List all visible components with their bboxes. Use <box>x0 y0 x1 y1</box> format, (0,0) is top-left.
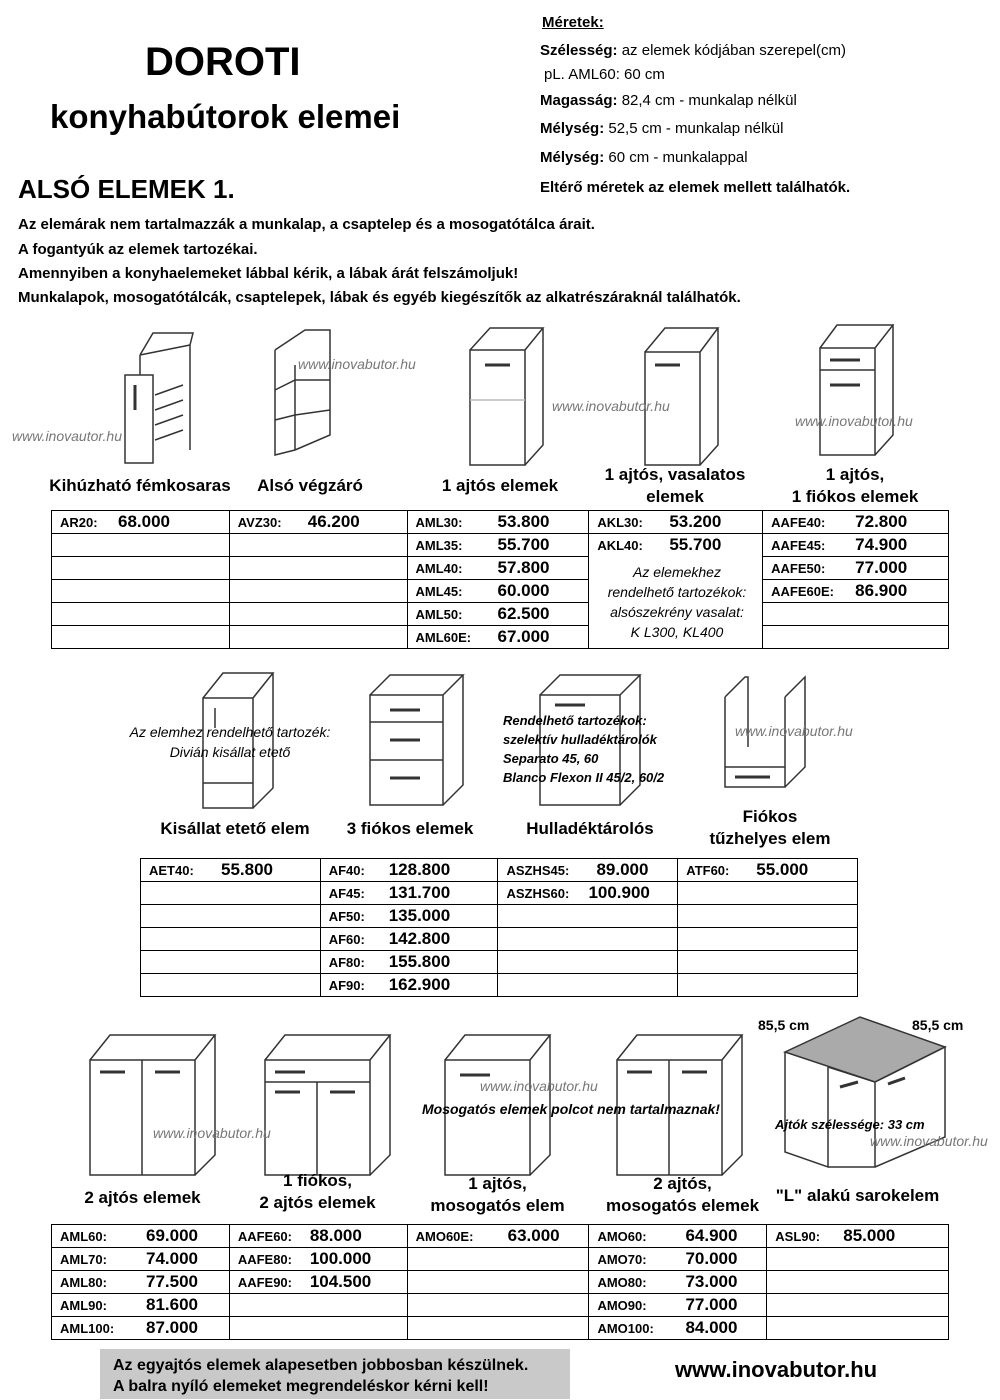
item-label: Kisállat etető elem <box>160 819 310 838</box>
item-label: 1 ajtós elemek <box>441 476 559 495</box>
section-heading: ALSÓ ELEMEK 1. <box>18 174 235 204</box>
table-cell: AAFE40: 72.800 <box>763 511 949 534</box>
table-cell: AML80: 77.500 <box>52 1271 230 1294</box>
table-row <box>141 905 858 928</box>
item-label: 3 fiókos elemek <box>346 819 474 838</box>
note-line: Munkalapok, mosogatótálcák, csaptelepek, lábak és egyéb kiegészítők az alkatrészáraknál találhatók. <box>18 289 741 306</box>
table-row <box>52 603 949 626</box>
dimension-line: Magasság: 82,4 cm - munkalap nélkül <box>540 92 797 109</box>
footer-note-line: A balra nyíló elemeket megrendeléskor kérni kell! <box>113 1378 489 1395</box>
table-cell: AML40: 57.800 <box>407 557 589 580</box>
item-label: 1 ajtós, mosogatós elem <box>430 1174 565 1215</box>
dimension-line: Mélység: 60 cm - munkalappal <box>540 149 748 166</box>
item-label: Fiókos tűzhelyes elem <box>709 807 831 848</box>
table-cell: AAFE60E: 86.900 <box>763 580 949 603</box>
table-cell: AML90: 81.600 <box>52 1294 230 1317</box>
table-cell: AAFE45: 74.900 <box>763 534 949 557</box>
table-cell: AET40: 55.800 <box>141 859 321 882</box>
table-cell: AAFE50: 77.000 <box>763 557 949 580</box>
table-cell: AMO100: 84.000 <box>589 1317 767 1340</box>
table-cell: AML30: 53.800 <box>407 511 589 534</box>
watermark: www.inovabutor.hu <box>153 1125 271 1141</box>
table-cell: ASZHS45: 89.000 <box>498 859 678 882</box>
table-cell: AML50: 62.500 <box>407 603 589 626</box>
table-row <box>141 859 858 882</box>
table-cell: AMO80: 73.000 <box>589 1271 767 1294</box>
one-door-fitting-cabinet-drawing <box>640 320 720 470</box>
table-cell: AML60E: 67.000 <box>407 626 589 649</box>
three-drawer-cabinet-drawing <box>365 670 465 810</box>
table-cell: AAFE60: 88.000 <box>229 1225 407 1248</box>
item-label: 1 ajtós, vasalatos elemek <box>604 465 746 506</box>
dimension-line: pL. AML60: 60 cm <box>544 66 665 83</box>
end-shelf-cabinet-drawing <box>265 325 345 460</box>
two-door-cabinet-drawing <box>85 1030 220 1180</box>
page-title: DOROTI <box>145 40 301 84</box>
table-row <box>141 882 858 905</box>
table-cell: AMO60E: 63.000 <box>407 1225 589 1248</box>
item-label: Alsó végzáró <box>257 476 363 495</box>
dimensions-heading: Méretek: <box>542 14 604 31</box>
watermark: www.inovabutor.hu <box>735 723 853 739</box>
footer-note <box>113 1355 528 1397</box>
item-label: Kihúzható fémkosaras <box>49 476 231 495</box>
dimension-line: Eltérő méretek az elemek mellett találhatók. <box>540 179 851 196</box>
watermark: www.inovabutor.hu <box>870 1133 988 1149</box>
table-cell: AF60: 142.800 <box>320 928 498 951</box>
table-row <box>52 511 949 534</box>
table-cell: AF50: 135.000 <box>320 905 498 928</box>
footer-note-line: Az egyajtós elemek alapesetben jobbosban készülnek. <box>113 1357 529 1374</box>
one-door-cabinet-drawing <box>465 320 545 470</box>
table-cell: AML35: 55.700 <box>407 534 589 557</box>
accessory-note: Rendelhető tartozékok: szelektív hulladéktárolók Separato 45, 60 Blanco Flexon II 45/2, 60/2 <box>503 713 665 785</box>
one-door-one-drawer-cabinet-drawing <box>815 320 895 460</box>
table-cell: AAFE80: 100.000 <box>229 1248 407 1271</box>
note-line: A fogantyúk az elemek tartozékai. <box>18 241 258 258</box>
accessory-note: Az elemhez rendelhető tartozék: Divián kisállat etető <box>129 724 331 760</box>
table-row <box>52 1271 949 1294</box>
website-url[interactable]: www.inovabutor.hu <box>675 1357 878 1382</box>
item-label: Hulladéktárolós <box>526 819 654 838</box>
table-cell: AKL30: 53.200 <box>589 511 763 534</box>
table-row <box>52 1225 949 1248</box>
item-label: 2 ajtós elemek <box>84 1188 201 1207</box>
table-row <box>52 1294 949 1317</box>
pullout-basket-cabinet-drawing <box>115 325 195 465</box>
table-cell: AML100: 87.000 <box>52 1317 230 1340</box>
table-cell: AF45: 131.700 <box>320 882 498 905</box>
drawer-two-door-cabinet-drawing <box>260 1030 395 1180</box>
item-label: "L" alakú sarokelem <box>775 1186 940 1205</box>
note-line: Amennyiben a konyhaelemeket lábbal kérik, a lábak árát felszámoljuk! <box>18 265 519 282</box>
table-row <box>52 580 949 603</box>
table-cell: AVZ30: 46.200 <box>229 511 407 534</box>
sink-note: Mosogatós elemek polcot nem tartalmaznak! <box>422 1101 720 1117</box>
item-label: 1 fiókos, 2 ajtós elemek <box>259 1171 376 1212</box>
table-cell: AF80: 155.800 <box>320 951 498 974</box>
dimension-label: 85,5 cm <box>912 1017 964 1033</box>
table-cell: AMO70: 70.000 <box>589 1248 767 1271</box>
table-cell: AAFE90: 104.500 <box>229 1271 407 1294</box>
note-line: Az elemárak nem tartalmazzák a munkalap, a csaptelep és a mosogatótálca árait. <box>18 216 595 233</box>
dimension-line: Mélység: 52,5 cm - munkalap nélkül <box>540 120 784 137</box>
watermark: www.inovabutor.hu <box>298 356 416 372</box>
price-table-row1 <box>51 510 949 649</box>
table-row <box>52 534 949 557</box>
table-cell: AMO60: 64.900 <box>589 1225 767 1248</box>
table-cell: ATF60: 55.000 <box>678 859 858 882</box>
table-cell: AR20: 68.000 <box>52 511 230 534</box>
price-table-row3 <box>51 1224 949 1340</box>
accessory-note: Az elemekhez rendelhető tartozékok: alsószekrény vasalat: K L300, KL400 <box>607 564 747 640</box>
table-row <box>141 928 858 951</box>
watermark: www.inovabutor.hu <box>795 413 913 429</box>
table-cell: AML60: 69.000 <box>52 1225 230 1248</box>
table-cell: AML70: 74.000 <box>52 1248 230 1271</box>
table-cell: AF40: 128.800 <box>320 859 498 882</box>
table-row <box>141 951 858 974</box>
price-table-row2 <box>140 858 858 997</box>
item-label: 2 ajtós, mosogatós elemek <box>605 1174 760 1215</box>
watermark: www.inovabutor.hu <box>480 1078 598 1094</box>
dimension-label: 85,5 cm <box>758 1017 810 1033</box>
table-row <box>52 1317 949 1340</box>
table-cell: ASL90: 85.000 <box>767 1225 949 1248</box>
door-width-note: Ajtók szélessége: 33 cm <box>775 1117 925 1132</box>
dimension-line: Szélesség: az elemek kódjában szerepel(cm) <box>540 42 846 59</box>
table-row <box>52 1248 949 1271</box>
table-cell: ASZHS60: 100.900 <box>498 882 678 905</box>
watermark: www.inovabutor.hu <box>552 398 670 414</box>
table-row <box>52 626 949 649</box>
table-cell: AKL40: 55.700 <box>589 534 763 557</box>
watermark: www.inovautor.hu <box>12 428 122 444</box>
table-cell: AF90: 162.900 <box>320 974 498 997</box>
table-row <box>141 974 858 997</box>
table-cell: AML45: 60.000 <box>407 580 589 603</box>
table-cell: AMO90: 77.000 <box>589 1294 767 1317</box>
table-row <box>52 557 949 580</box>
item-label: 1 ajtós, 1 fiókos elemek <box>791 465 919 506</box>
page-subtitle: konyhabútorok elemei <box>50 98 401 135</box>
